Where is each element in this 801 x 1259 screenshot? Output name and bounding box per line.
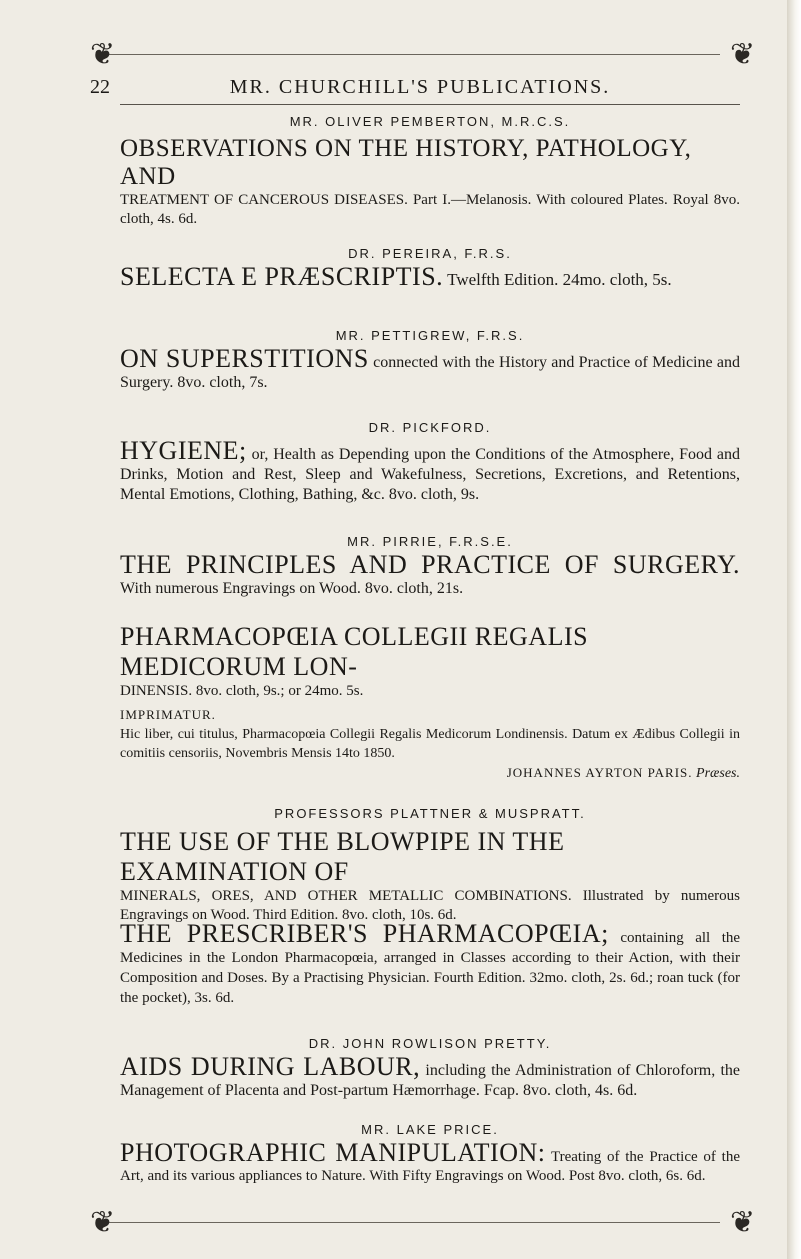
entry-author: DR. JOHN ROWLISON PRETTY. <box>308 1036 552 1051</box>
entry-author: MR. PIRRIE, F.R.S.E. <box>347 534 513 549</box>
entry-author: MR. LAKE PRICE. <box>361 1122 499 1137</box>
entry-description: DINENSIS. 8vo. cloth, 9s.; or 24mo. 5s. <box>120 683 364 699</box>
entry-pirrie <box>120 534 740 599</box>
top-right-ornament-icon: ❦ <box>730 38 756 71</box>
imprimatur-label: IMPRIMATUR. <box>120 707 216 722</box>
entry-title: HYGIENE; <box>120 436 247 465</box>
entry-title: THE PRINCIPLES AND PRACTICE OF SURGERY. <box>120 550 740 579</box>
entry-title: ON SUPERSTITIONS <box>120 344 369 373</box>
entry-lake-price <box>120 1122 740 1186</box>
entry-author: MR. OLIVER PEMBERTON, M.R.C.S. <box>289 114 571 129</box>
imprimatur-text: Hic liber, cui titulus, Pharmacopœia Collegii Regalis Medicorum Londinensis. Datum ex Ædibus Collegii in comitiis censoriis, Novembris Mensis 14to 1850. <box>120 727 740 761</box>
entry-title: PHOTOGRAPHIC MANIPULATION: <box>120 1138 546 1167</box>
entry-description: including the Administration of Chloroform, the Management of Placenta and Post-partum Hæmorrhage. Fcap. 8vo. cloth, 4s. 6d. <box>120 1062 741 1099</box>
entry-pharmacopoeia <box>120 622 740 784</box>
entry-pemberton <box>120 114 740 229</box>
top-border-rule <box>100 54 720 56</box>
imprimatur-role: Præses. <box>696 766 740 781</box>
entry-description: TREATMENT OF CANCEROUS DISEASES. Part I.—Melanosis. With coloured Plates. Royal 8vo. cloth, 4s. 6d. <box>120 192 740 227</box>
entry-description: containing all the Medicines in the London Pharmacopœia, arranged in Classes according to their Action, with their Composition and Doses. By a Practising Physician. Fourth Edition. 32mo. cloth, 2s. 6d.; roan tuck (for the pocket), 3s. 6d. <box>120 930 741 1006</box>
entry-author: DR. PICKFORD. <box>368 420 492 435</box>
entry-author: DR. PEREIRA, F.R.S. <box>348 246 512 261</box>
header-rule <box>120 104 740 105</box>
entry-title: OBSERVATIONS ON THE HISTORY, PATHOLOGY, AND <box>120 135 692 190</box>
entry-author: MR. PETTIGREW, F.R.S. <box>335 328 525 343</box>
page-number: 22 <box>90 76 110 98</box>
page-edge <box>787 0 801 1259</box>
entry-pickford <box>120 420 740 505</box>
bottom-border-rule <box>100 1222 720 1223</box>
entry-pettigrew <box>120 328 740 393</box>
bottom-left-ornament-icon: ❦ <box>90 1206 116 1239</box>
entry-pretty <box>120 1036 740 1101</box>
entry-prescribers-pharmacopoeia <box>120 919 741 1008</box>
entry-pereira <box>120 246 740 291</box>
bottom-right-ornament-icon: ❦ <box>730 1206 756 1239</box>
page-header <box>90 76 750 106</box>
entry-title: SELECTA E PRÆSCRIPTIS. <box>120 262 444 291</box>
imprimatur-signature: JOHANNES AYRTON PARIS. <box>506 765 693 780</box>
entry-title: PHARMACOPŒIA COLLEGII REGALIS MEDICORUM LON- <box>120 622 589 681</box>
entry-author: PROFESSORS PLATTNER & MUSPRATT. <box>274 806 586 821</box>
entry-description: MINERALS, ORES, AND OTHER METALLIC COMBINATIONS. Illustrated by numerous Engravings on Wood. Third Edition. 8vo. cloth, 10s. 6d. <box>120 888 740 923</box>
entry-description: connected with the History and Practice of Medicine and Surgery. 8vo. cloth, 7s. <box>120 354 741 391</box>
entry-description: Treating of the Practice of the Art, and its various appliances to Nature. With Fifty Engravings on Wood. Post 8vo. cloth, 6s. 6d. <box>120 1149 740 1184</box>
entry-description: or, Health as Depending upon the Conditions of the Atmosphere, Food and Drinks, Motion and Rest, Sleep and Wakefulness, Secretions, Excretions, and Retentions, Mental Emotions, Clothing, Bathing, &c. 8vo. cloth, 9s. <box>120 446 741 503</box>
entry-description: Twelfth Edition. 24mo. cloth, 5s. <box>447 270 672 289</box>
top-left-ornament-icon: ❦ <box>90 38 116 71</box>
entry-description: With numerous Engravings on Wood. 8vo. cloth, 21s. <box>120 580 464 597</box>
running-head: MR. CHURCHILL'S PUBLICATIONS. <box>229 76 611 98</box>
entry-title: THE USE OF THE BLOWPIPE IN THE EXAMINATION OF <box>120 827 565 886</box>
entry-title: AIDS DURING LABOUR, <box>120 1052 421 1081</box>
entry-title: THE PRESCRIBER'S PHARMACOPŒIA; <box>120 919 609 948</box>
entry-plattner-muspratt <box>120 806 740 925</box>
